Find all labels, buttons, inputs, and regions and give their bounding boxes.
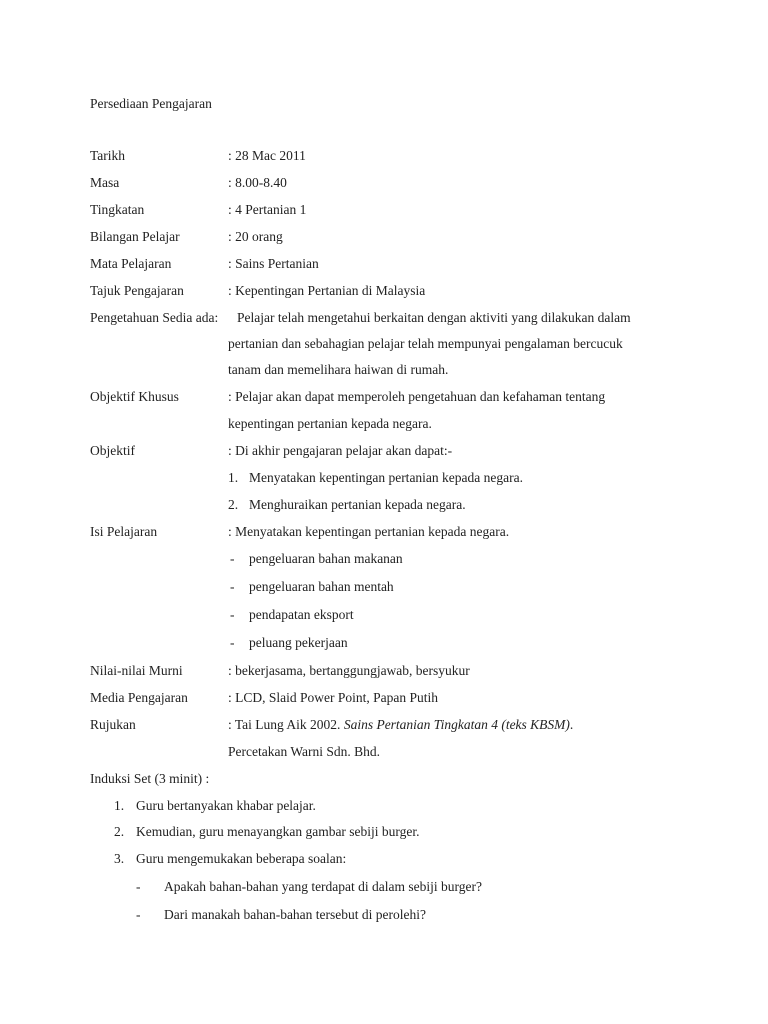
induksi-item-3: Guru mengemukakan beberapa soalan: — [136, 851, 347, 866]
objektif-item-1-marker: 1. — [228, 470, 239, 485]
rujukan-book-title: Sains Pertanian Tingkatan 4 (teks KBSM) — [343, 717, 570, 732]
isi-item-4-marker: - — [230, 635, 235, 650]
field-label-nilai-murni: Nilai-nilai Murni — [90, 663, 183, 678]
field-label-bilangan-pelajar: Bilangan Pelajar — [90, 229, 180, 244]
objektif-item-2: Menghuraikan pertanian kepada negara. — [249, 497, 466, 512]
field-value-rujukan — [228, 716, 573, 734]
induksi-item-2: Kemudian, guru menayangkan gambar sebiji burger. — [136, 824, 420, 839]
field-label-mata-pelajaran: Mata Pelajaran — [90, 256, 172, 271]
field-value-objektif-khusus-line-2: kepentingan pertanian kepada negara. — [228, 416, 432, 431]
field-value-bilangan-pelajar: : 20 orang — [228, 229, 283, 244]
objektif-item-1: Menyatakan kepentingan pertanian kepada negara. — [249, 470, 523, 485]
field-value-mata-pelajaran: : Sains Pertanian — [228, 256, 319, 271]
induksi-item-1: Guru bertanyakan khabar pelajar. — [136, 798, 316, 813]
objektif-item-2-marker: 2. — [228, 497, 239, 512]
induksi-item-1-marker: 1. — [114, 798, 125, 813]
induksi-question-2-marker: - — [136, 907, 141, 922]
field-label-masa: Masa — [90, 175, 120, 190]
field-label-tajuk-pengajaran: Tajuk Pengajaran — [90, 283, 184, 298]
isi-item-3-marker: - — [230, 607, 235, 622]
field-label-objektif-khusus: Objektif Khusus — [90, 389, 179, 404]
document-title: Persediaan Pengajaran — [90, 96, 212, 111]
isi-item-1-marker: - — [230, 551, 235, 566]
field-label-isi-pelajaran: Isi Pelajaran — [90, 524, 158, 539]
field-value-nilai-murni: : bekerjasama, bertanggungjawab, bersyukur — [228, 663, 470, 678]
isi-item-2-marker: - — [230, 579, 235, 594]
induksi-item-3-marker: 3. — [114, 851, 125, 866]
induksi-heading: Induksi Set (3 minit) : — [90, 771, 210, 786]
induksi-question-1-marker: - — [136, 879, 141, 894]
field-value-media-pengajaran: : LCD, Slaid Power Point, Papan Putih — [228, 690, 439, 705]
field-label-tingkatan: Tingkatan — [90, 202, 145, 217]
isi-item-2: pengeluaran bahan mentah — [249, 579, 394, 594]
field-value-tajuk-pengajaran: : Kepentingan Pertanian di Malaysia — [228, 283, 426, 298]
field-value-masa: : 8.00-8.40 — [228, 175, 287, 190]
field-value-tingkatan: : 4 Pertanian 1 — [228, 202, 307, 217]
field-label-objektif: Objektif — [90, 443, 135, 458]
field-value-objektif-khusus-line-1: : Pelajar akan dapat memperoleh pengetahuan dan kefahaman tentang — [228, 389, 606, 404]
field-value-objektif: : Di akhir pengajaran pelajar akan dapat:- — [228, 443, 453, 458]
field-value-pengetahuan-line-3: tanam dan memelihara haiwan di rumah. — [228, 362, 449, 377]
rujukan-period: . — [569, 717, 574, 732]
isi-item-1: pengeluaran bahan makanan — [249, 551, 403, 566]
field-value-rujukan-publisher: Percetakan Warni Sdn. Bhd. — [228, 744, 381, 759]
induksi-question-1: Apakah bahan-bahan yang terdapat di dalam sebiji burger? — [164, 879, 483, 894]
isi-item-4: peluang pekerjaan — [249, 635, 348, 650]
rujukan-author: : Tai Lung Aik 2002. — [228, 717, 344, 732]
induksi-question-2: Dari manakah bahan-bahan tersebut di perolehi? — [164, 907, 427, 922]
field-label-tarikh: Tarikh — [90, 148, 126, 163]
field-label-rujukan: Rujukan — [90, 717, 136, 732]
field-label-pengetahuan-sedia-ada: Pengetahuan Sedia ada: — [90, 310, 219, 325]
field-value-pengetahuan-line-1: Pelajar telah mengetahui berkaitan dengan aktiviti yang dilakukan dalam — [237, 310, 631, 325]
field-value-tarikh: : 28 Mac 2011 — [228, 148, 306, 163]
field-value-pengetahuan-line-2: pertanian dan sebahagian pelajar telah mempunyai pengalaman bercucuk — [228, 336, 623, 351]
field-label-media-pengajaran: Media Pengajaran — [90, 690, 188, 705]
field-value-isi-pelajaran: : Menyatakan kepentingan pertanian kepada negara. — [228, 524, 510, 539]
isi-item-3: pendapatan eksport — [249, 607, 354, 622]
induksi-item-2-marker: 2. — [114, 824, 125, 839]
